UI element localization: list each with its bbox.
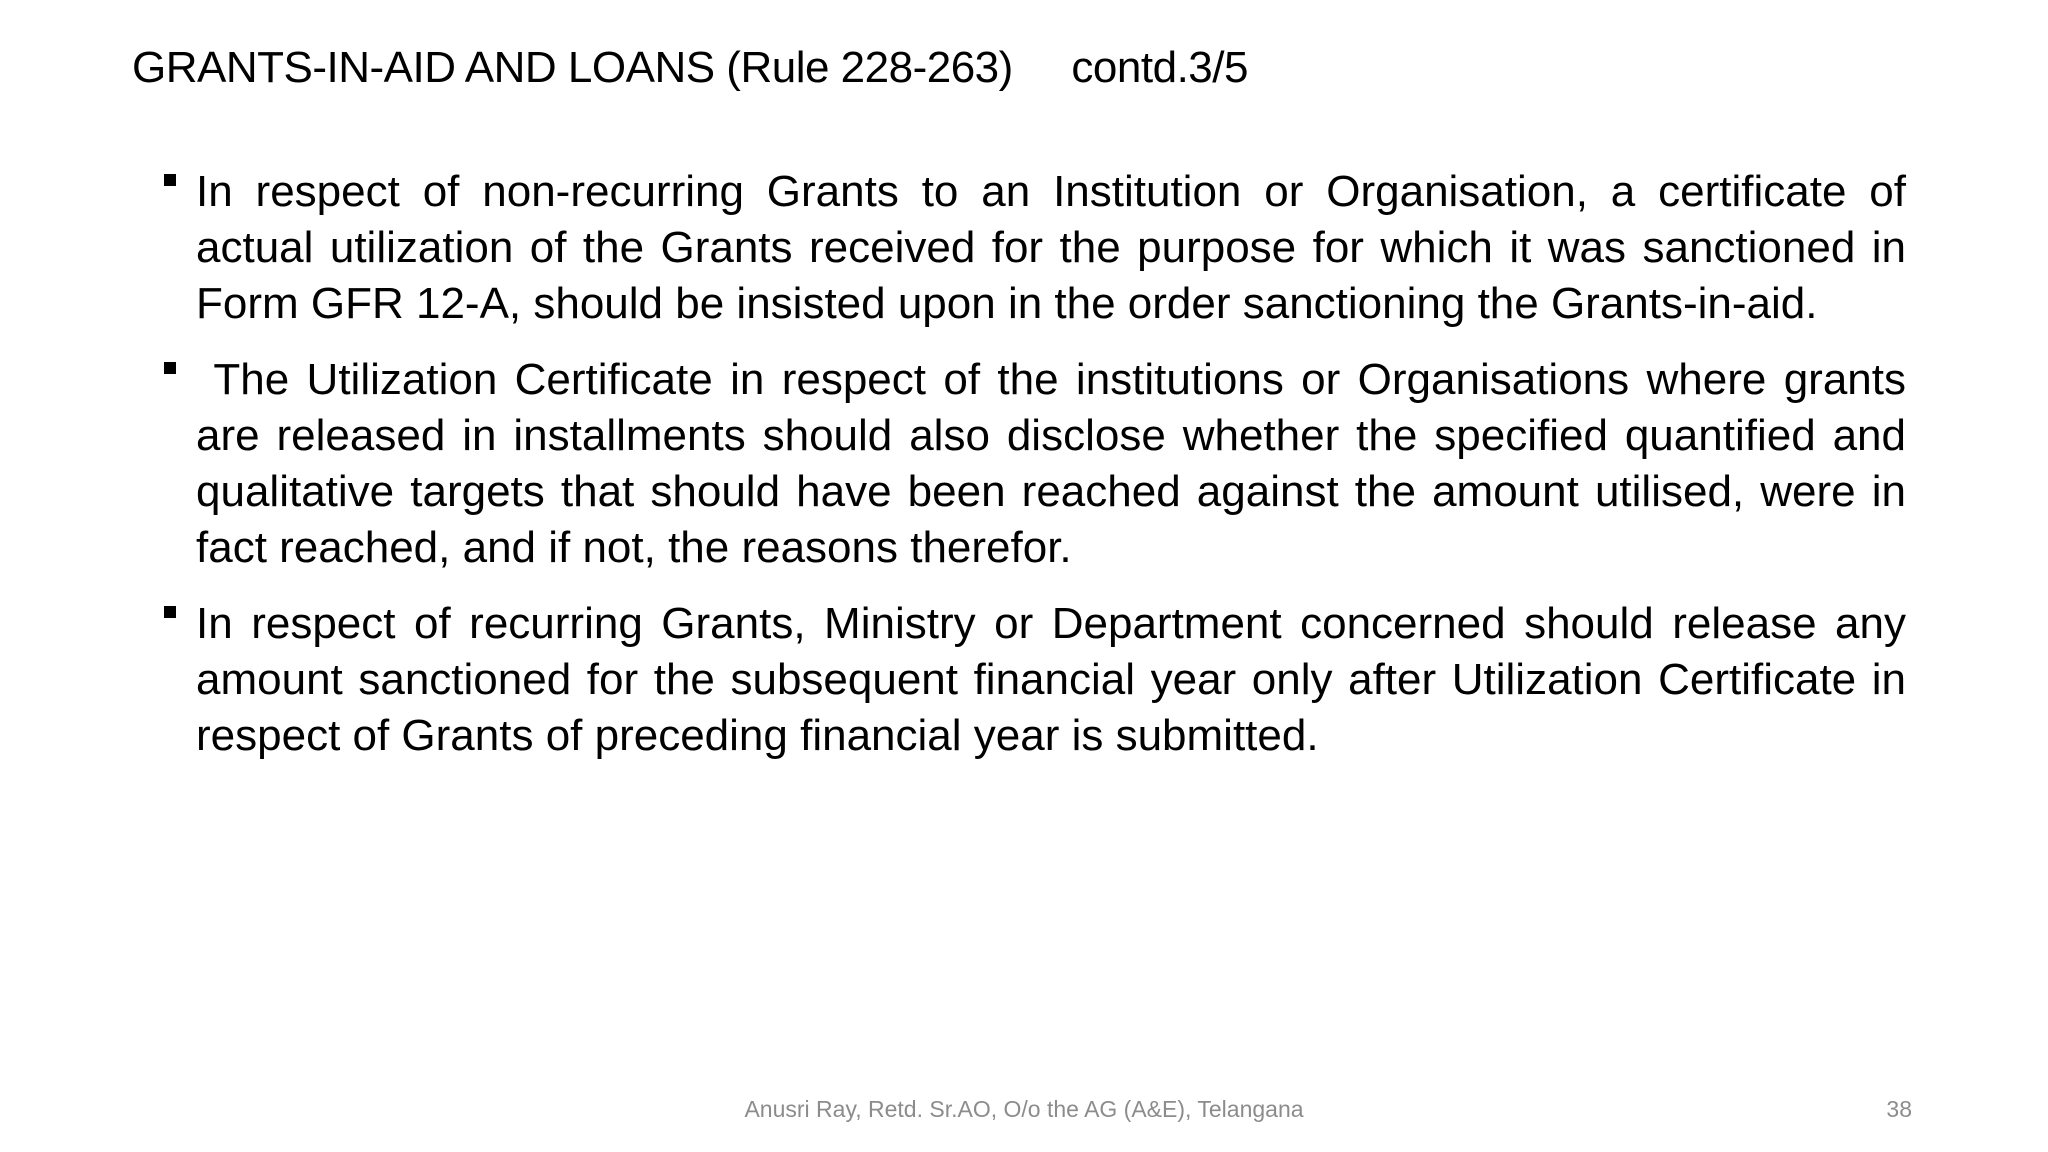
bullet-list (158, 164, 1919, 784)
page-number: 38 (1886, 1096, 1912, 1122)
bullet-text: The Utilization Certificate in respect of the institutions or Organisations where grants are released in installments should also disclose whether the specified quantified and qualitative targets that should have been reached against the amount utilised, were in fact reached, and if not, the reasons therefor. (196, 355, 1919, 572)
bullet-text: In respect of recurring Grants, Ministry or Department concerned should release any amount sanctioned for the subsequent financial year only after Utilization Certificate in respect of Grants of preceding financial year is submitted. (196, 599, 1906, 760)
bullet-item (158, 164, 1906, 332)
bullet-item (158, 352, 1919, 576)
square-bullet-icon (164, 174, 176, 186)
bullet-text: In respect of non-recurring Grants to an Institution or Organisation, a certificate of actual utilization of the Grants received for the purpose for which it was sanctioned in Form GFR 12-A, should be insisted upon in the order sanctioning the Grants-in-aid. (196, 167, 1906, 328)
square-bullet-icon (164, 606, 176, 618)
footer-attribution: Anusri Ray, Retd. Sr.AO, O/o the AG (A&E), Telangana (744, 1096, 1304, 1122)
bullet-item (158, 596, 1906, 764)
slide-title: GRANTS-IN-AID AND LOANS (Rule 228-263) contd.3/5 (132, 43, 1248, 92)
square-bullet-icon (164, 362, 176, 374)
